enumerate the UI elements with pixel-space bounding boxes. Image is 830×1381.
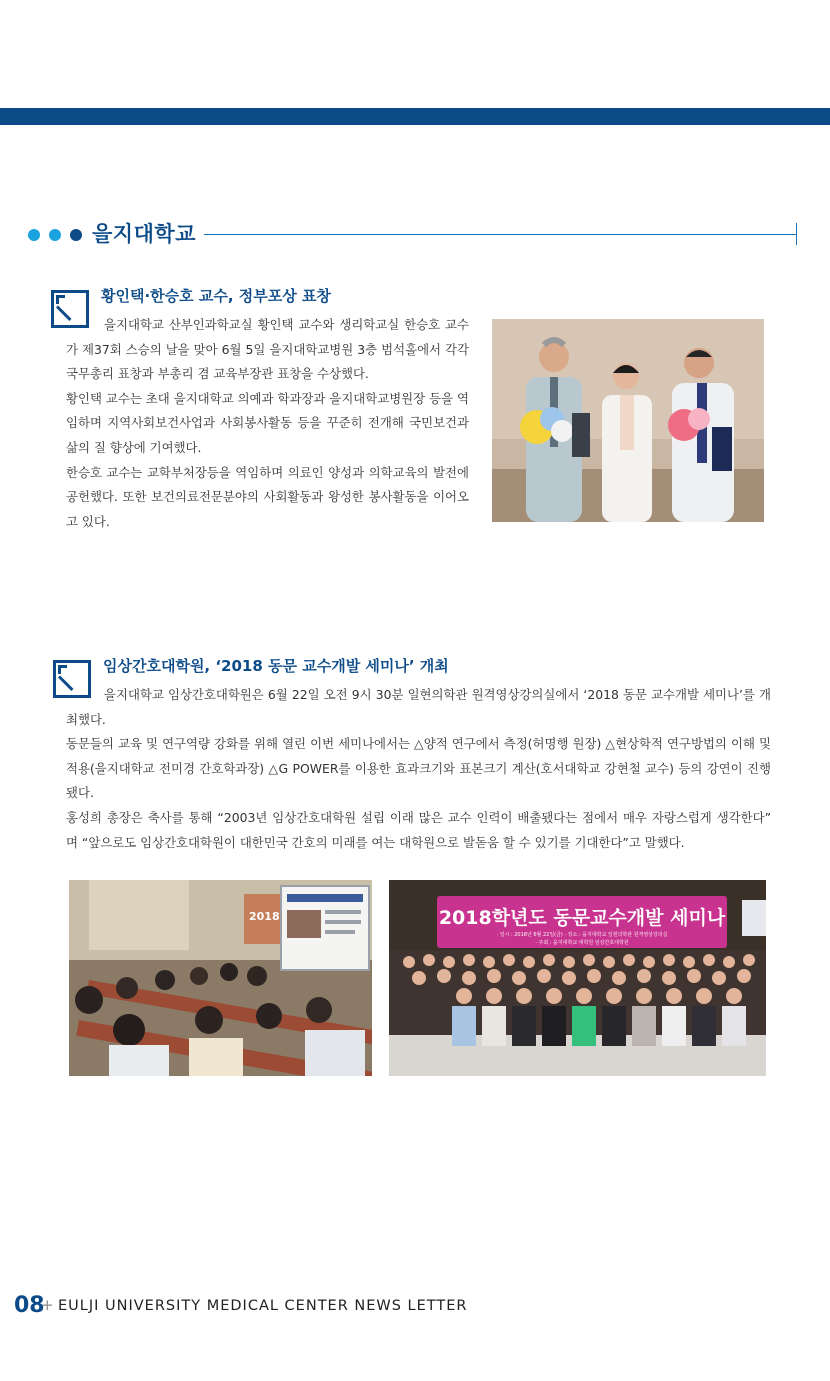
banner-title: 2018학년도 동문교수개발 세미나 — [438, 907, 726, 929]
plus-icon: + — [41, 1296, 54, 1314]
top-brand-bar — [0, 108, 830, 125]
bullet-dot-icon — [28, 229, 40, 241]
page-number: 08 — [14, 1293, 45, 1318]
bullet-dot-icon — [70, 229, 82, 241]
article-paragraph: 홍성희 총장은 축사를 통해 “2003년 임상간호대학원 설립 이래 많은 교수 인력이 배출됐다는 점에서 매우 자랑스럽게 생각한다” 며 “앞으로도 임상간호대학원이 대한민국 간호의 미래를 여는 대학원으로 발돋움 할 수 있기를 기대한다”고 말했다. — [66, 809, 771, 850]
banner-line1: · 일시 : 2018년 6월 22일(금) · 장소 : 을지대학교 일현의학관 원격영상강의실 — [496, 932, 668, 938]
award-ceremony-photo — [492, 319, 764, 522]
section-divider — [204, 234, 796, 235]
seminar-lecture-photo — [69, 880, 372, 1076]
article-paragraph: 동문들의 교육 및 연구역량 강화를 위해 열린 이번 세미나에서는 △양적 연구에서 측정(허명행 원장) △현상학적 연구방법의 이해 및 적용(을지대학교 전미경 간호학과장) △G POWER를 이용한 효과크기와 표본크기 계산(호서대학교 강현철 교수) 등의 강연이 진행됐다. — [66, 736, 771, 801]
newsletter-title: EULJI UNIVERSITY MEDICAL CENTER NEWS LETTER — [58, 1298, 468, 1314]
section-divider-cap — [796, 223, 797, 245]
seminar-group-photo — [389, 880, 766, 1076]
article-title: 황인택·한승호 교수, 정부포상 표창 — [101, 287, 331, 305]
article-paragraph: 을지대학교 산부인과학교실 황인택 교수와 생리학교실 한승호 교수가 제37회 스승의 날을 맞아 6월 5일 을지대학교병원 3층 범석홀에서 각각 국무총리 표창과 부총리 겸 교육부장관 표창을 수상했다. — [66, 317, 469, 382]
bullet-dot-icon — [49, 229, 61, 241]
article-paragraph: 황인택 교수는 초대 을지대학교 의예과 학과장과 을지대학교병원장 등을 역임하며 지역사회보건사업과 사회봉사활동 등을 꾸준히 전개해 국민보건과 삶의 질 향상에 기여했다. — [66, 390, 469, 455]
screen-year-label: 2018 — [249, 910, 280, 923]
article-paragraph: 을지대학교 임상간호대학원은 6월 22일 오전 9시 30분 일현의학관 원격영상강의실에서 ‘2018 동문 교수개발 세미나’를 개최했다. — [66, 687, 771, 727]
section-header — [28, 218, 800, 250]
article-body — [66, 683, 771, 855]
article-body — [66, 313, 469, 534]
article-paragraph: 한승호 교수는 교학부처장등을 역임하며 의료인 양성과 의학교육의 발전에 공헌했다. 또한 보건의료전문분야의 사회활동과 왕성한 봉사활동을 이어오고 있다. — [66, 464, 469, 529]
section-title: 을지대학교 — [92, 222, 196, 246]
banner-line2: · 주최 : 을지대학교 대학원 임상간호대학원 — [535, 940, 629, 946]
article-title: 임상간호대학원, ‘2018 동문 교수개발 세미나’ 개최 — [103, 657, 449, 675]
